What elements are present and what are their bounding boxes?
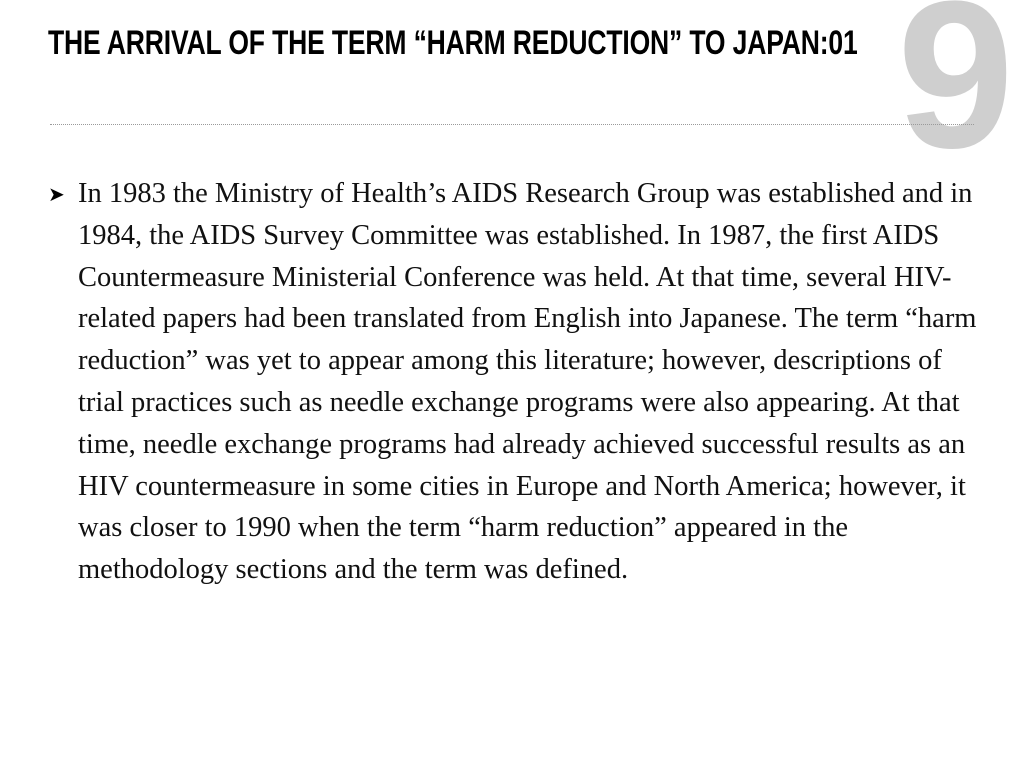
slide-content [48,173,984,591]
slide-title: THE ARRIVAL OF THE TERM “HARM REDUCTION” TO JAPAN:01 [48,24,858,62]
bullet-item [48,173,984,591]
dotted-divider [50,124,974,125]
bullet-text: In 1983 the Ministry of Health’s AIDS Research Group was established and in 1984, the AIDS Survey Committee was established. In 1987, the first AIDS Countermeasure Ministerial Conference was held. At that time, several HIV-related papers had been translated from English into Japanese. The term “harm reduction” was yet to appear among this literature; however, descriptions of trial practices such as needle exchange programs were also appearing. At that time, needle exchange programs had already achieved successful results as an HIV countermeasure in some cities in Europe and North America; however, it was closer to 1990 when the term “harm reduction” appeared in the methodology sections and the term was defined. [78,178,977,586]
slide-page-number: 9 [897,0,1014,192]
arrow-bullet-icon: ➤ [48,182,65,206]
